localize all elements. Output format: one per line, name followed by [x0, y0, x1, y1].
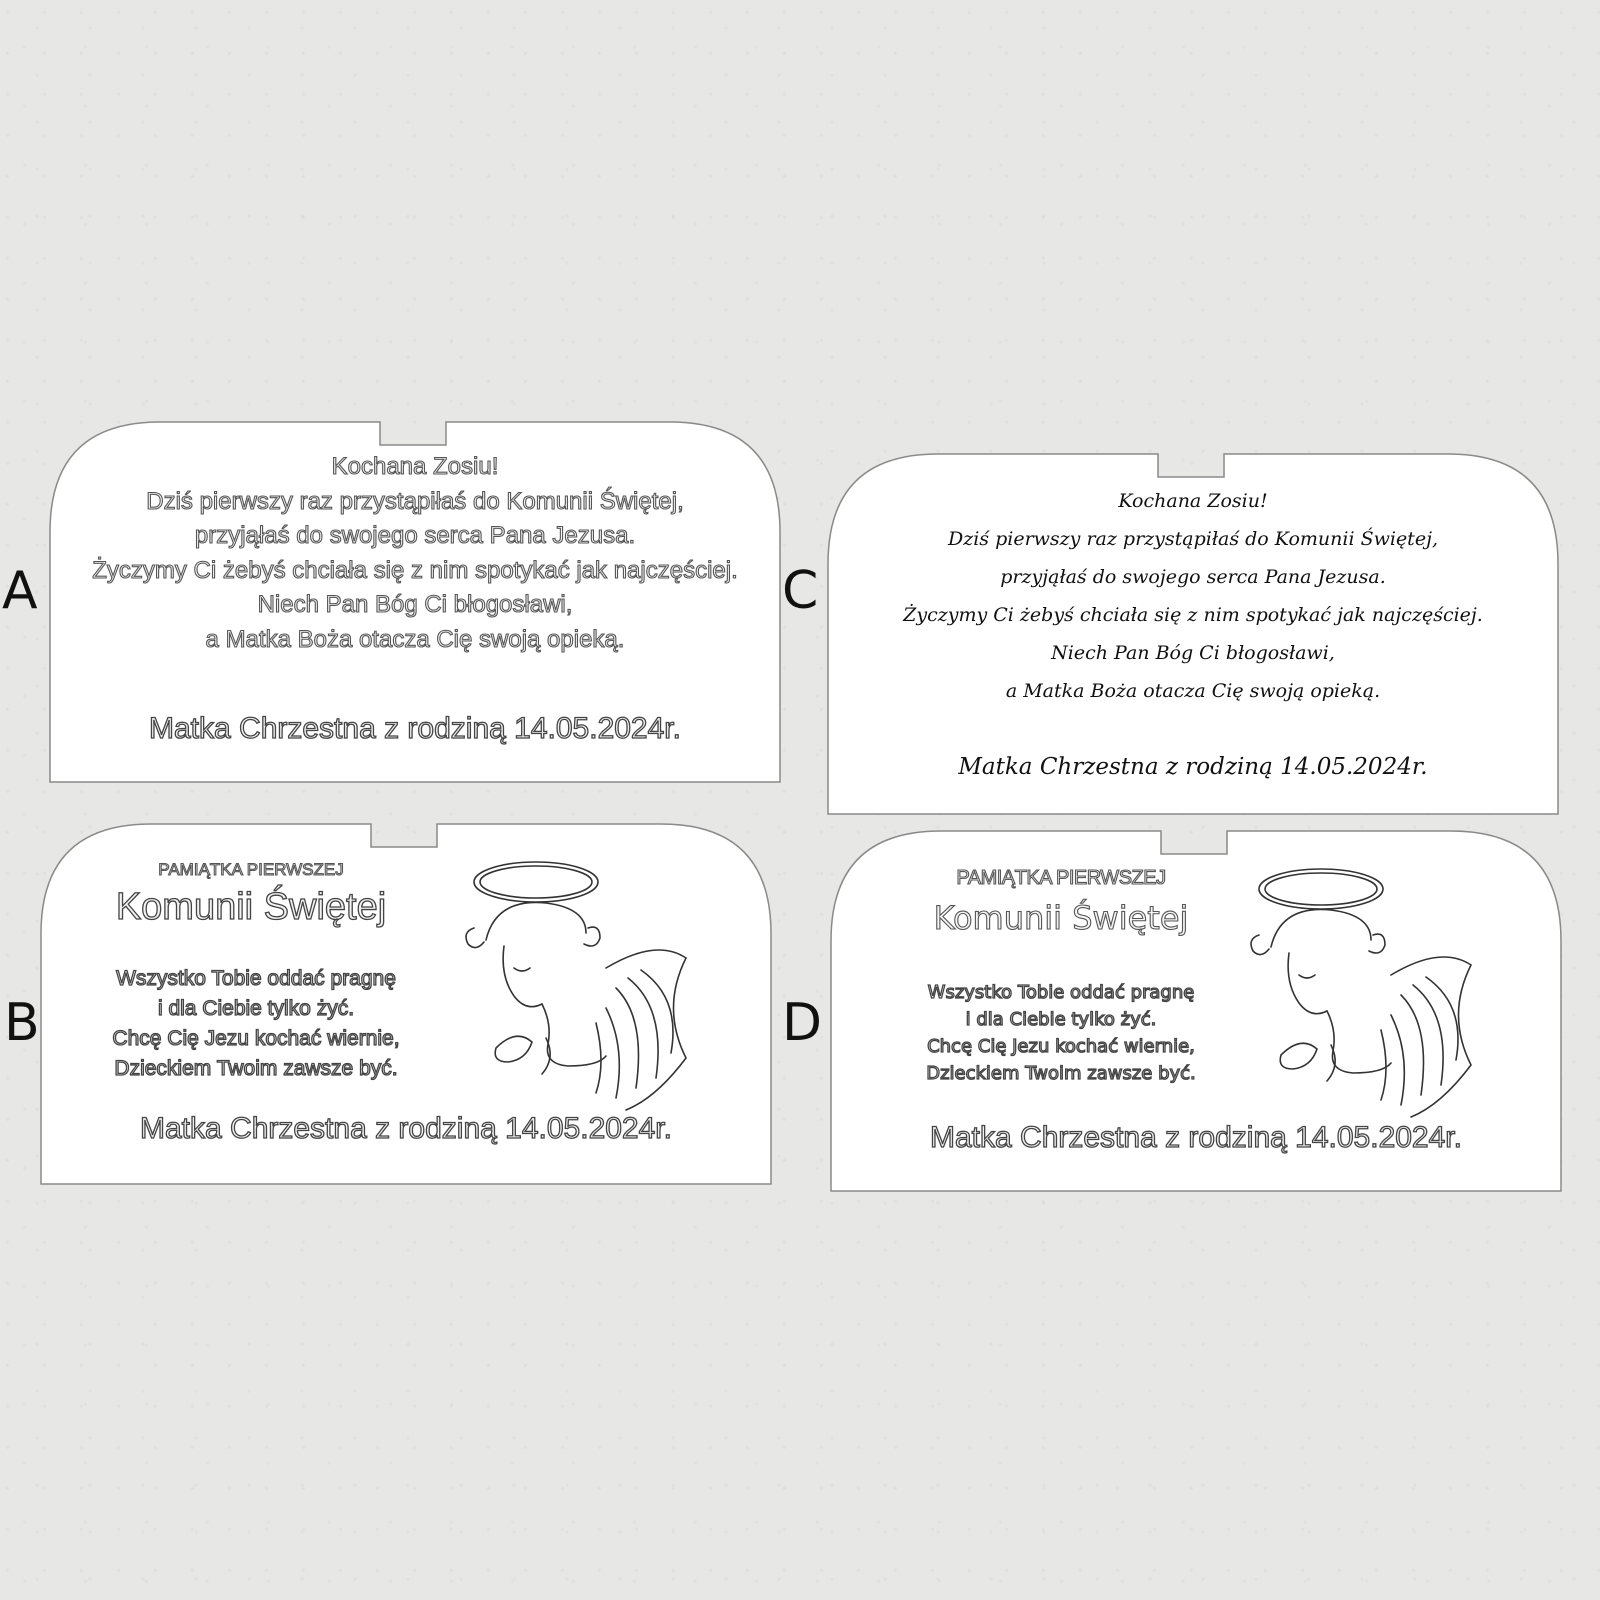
card-b-verse-line: Wszystko Tobie oddać pragnę	[116, 967, 396, 990]
card-a	[50, 422, 780, 782]
card-c-line: Dziś pierwszy raz przystąpiłaś do Komunii Świętej,	[947, 528, 1438, 550]
card-b-heading-large: Komunii Świętej	[115, 886, 387, 928]
card-d-verse-line: i dla Ciebie tylko żyć.	[965, 1009, 1157, 1030]
card-b-verse	[81, 964, 431, 1084]
label-c: C	[782, 561, 819, 621]
angel-icon	[1241, 855, 1501, 1135]
card-c-line: Kochana Zosiu!	[1118, 490, 1268, 512]
card-a-line: Życzymy Ci żebyś chciała się z nim spotykać jak najczęściej.	[92, 556, 738, 584]
label-d: D	[782, 993, 823, 1053]
card-c	[828, 454, 1558, 814]
card-b-verse-line: Chcę Cię Jezu kochać wiernie,	[112, 1027, 400, 1050]
label-b: B	[4, 993, 40, 1053]
card-a-message	[50, 450, 780, 657]
card-a-line: a Matka Boża otacza Cię swoją opieką.	[205, 625, 625, 653]
card-a-signature: Matka Chrzestna z rodziną 14.05.2024r.	[149, 712, 681, 745]
card-b	[41, 824, 771, 1184]
card-d	[831, 831, 1561, 1191]
card-a-line: Niech Pan Bóg Ci błogosławi,	[257, 591, 573, 618]
card-a-line: przyjąłaś do swojego serca Pana Jezusa.	[194, 522, 636, 549]
card-c-line: a Matka Boża otacza Cię swoją opieką.	[1005, 680, 1381, 702]
card-d-verse	[891, 979, 1231, 1087]
card-c-line: przyjąłaś do swojego serca Pana Jezusa.	[1000, 566, 1386, 588]
card-d-heading-large: Komunii Świętej	[933, 899, 1189, 937]
card-d-verse-line: Dzieckiem Twoim zawsze być.	[926, 1063, 1196, 1084]
card-a-line: Dziś pierwszy raz przystąpiłaś do Komunii Świętej,	[146, 487, 684, 515]
card-b-heading-small: PAMIĄTKA PIERWSZEJ	[158, 860, 344, 879]
angel-icon	[456, 848, 716, 1128]
card-d-signature: Matka Chrzestna z rodziną 14.05.2024r.	[930, 1121, 1462, 1154]
card-c-line: Niech Pan Bóg Ci błogosławi,	[1051, 642, 1335, 664]
card-c-message	[828, 482, 1558, 710]
card-b-verse-line: Dzieckiem Twoim zawsze być.	[114, 1057, 398, 1080]
card-b-signature: Matka Chrzestna z rodziną 14.05.2024r.	[140, 1112, 672, 1145]
card-d-verse-line: Chcę Cię Jezu kochać wiernie,	[927, 1036, 1195, 1057]
card-d-verse-line: Wszystko Tobie oddać pragnę	[927, 982, 1195, 1003]
card-c-signature: Matka Chrzestna z rodziną 14.05.2024r.	[958, 754, 1428, 780]
card-d-heading-small: PAMIĄTKA PIERWSZEJ	[956, 867, 1166, 889]
card-a-line: Kochana Zosiu!	[331, 453, 499, 480]
card-b-verse-line: i dla Ciebie tylko żyć.	[157, 997, 355, 1020]
card-c-line: Życzymy Ci żebyś chciała się z nim spotykać jak najczęściej.	[903, 604, 1483, 626]
label-a: A	[2, 561, 38, 621]
